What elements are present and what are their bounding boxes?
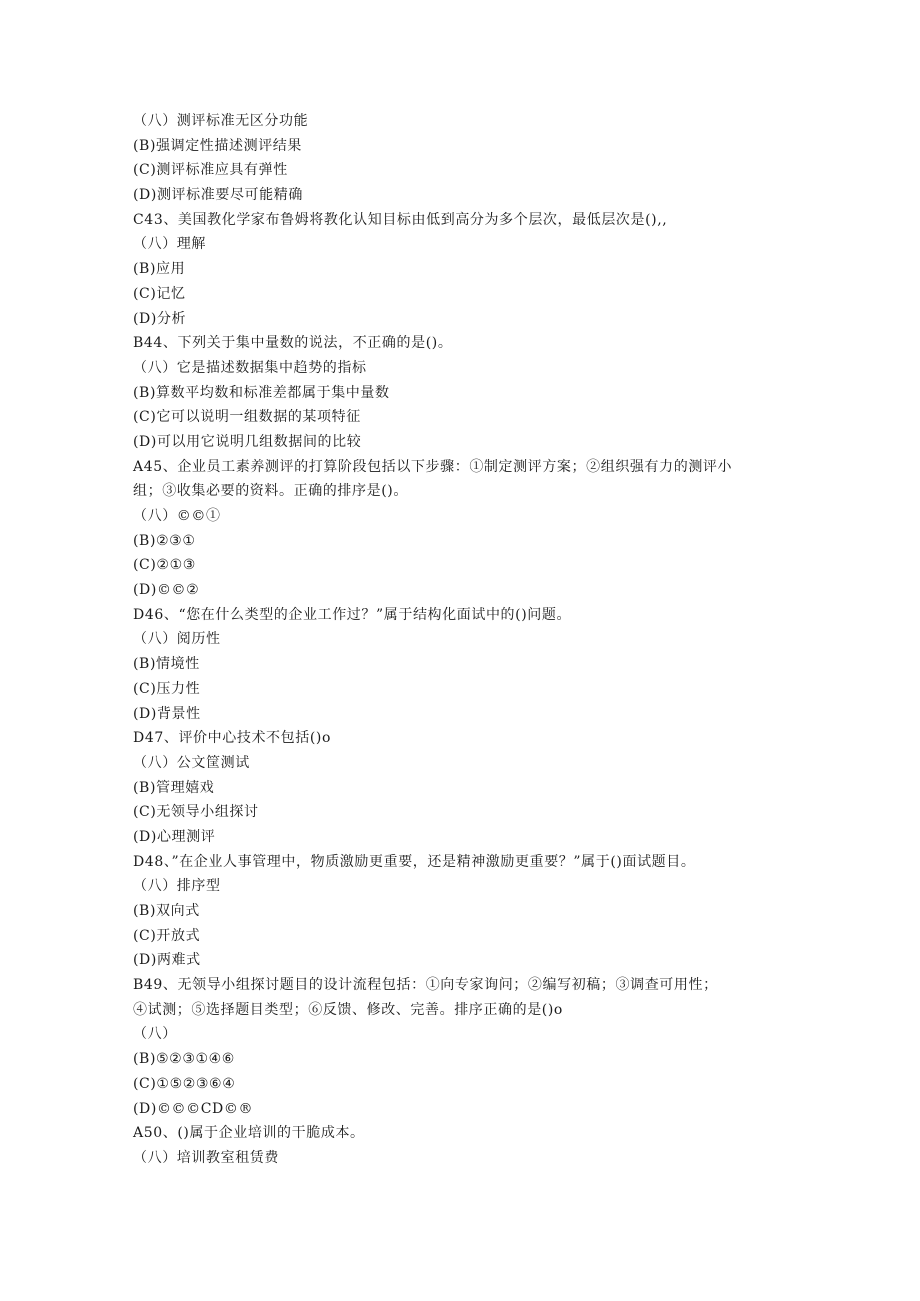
option-line: （八）公文筐测试 <box>133 754 250 771</box>
option-line: （八）它是描述数据集中趋势的指标 <box>133 359 367 376</box>
question-46: D46、“您在什么类型的企业工作过？”属于结构化面试中的()问题。 <box>133 606 572 623</box>
question-45-continued: 组；③收集必要的资料。正确的排序是()。 <box>133 483 408 500</box>
option-line: （八） <box>133 1026 177 1043</box>
question-50: A50、()属于企业培训的干脆成本。 <box>133 1125 365 1142</box>
option-line: (B)算数平均数和标准差都属于集中量数 <box>133 384 390 401</box>
option-line: (C)压力性 <box>133 680 201 697</box>
option-line: （八）理解 <box>133 236 206 253</box>
option-line: （八）阅历性 <box>133 631 221 648</box>
question-49: B49、无领导小组探讨题目的设计流程包括：①向专家询问；②编写初稿；③调查可用性； <box>133 977 718 994</box>
question-45: A45、企业员工素养测评的打算阶段包括以下步骤：①制定测评方案；②组织强有力的测评小 <box>133 458 733 475</box>
option-line: （八）©©① <box>133 508 221 524</box>
option-line: (C)它可以说明一组数据的某项特征 <box>133 409 361 426</box>
option-line: (B)强调定性描述测评结果 <box>133 137 303 154</box>
option-line: (B)应用 <box>133 261 186 278</box>
option-line: (D)可以用它说明几组数据间的比较 <box>133 433 362 450</box>
option-line: (D)分析 <box>133 310 187 327</box>
question-49-continued: ④试测；⑤选择题目类型；⑥反馈、修改、完善。排序正确的是()o <box>133 1001 563 1018</box>
option-line: (D)两难式 <box>133 952 201 969</box>
option-line: (C)开放式 <box>133 927 201 944</box>
question-48: D48、”在企业人事管理中，物质激励更重要，还是精神激励更重要？”属于()面试题目。 <box>133 853 696 870</box>
option-line: (C)测评标准应具有弹性 <box>133 162 288 179</box>
option-line: (D)背景性 <box>133 705 201 722</box>
option-line: (D)心理测评 <box>133 828 216 845</box>
option-line: (C)记忆 <box>133 285 186 302</box>
option-line: （八）培训教室租赁费 <box>133 1149 279 1166</box>
option-line: (B)②③① <box>133 532 196 549</box>
question-47: D47、评价中心技术不包括()o <box>133 730 331 747</box>
option-line: (D)测评标准要尽可能精确 <box>133 187 303 204</box>
question-43: C43、美国教化学家布鲁姆将教化认知目标由低到高分为多个层次，最低层次是(),, <box>133 211 668 228</box>
document-body <box>133 109 813 1171</box>
option-line: (C)①⑤②③⑥④ <box>133 1075 236 1092</box>
option-line: (B)双向式 <box>133 903 200 919</box>
option-line: （八）测评标准无区分功能 <box>133 113 309 129</box>
option-line: (B)情境性 <box>133 656 200 673</box>
option-line: (B)管理嬉戏 <box>133 779 215 796</box>
option-line: (D)©©©CD©® <box>133 1100 254 1117</box>
option-line: （八）排序型 <box>133 878 221 895</box>
question-44: B44、下列关于集中量数的说法，不正确的是()。 <box>133 335 453 352</box>
option-line: (D)©©② <box>133 582 200 599</box>
option-line: (B)⑤②③①④⑥ <box>133 1051 235 1068</box>
option-line: (C)无领导小组探讨 <box>133 804 259 821</box>
option-line: (C)②①③ <box>133 557 196 574</box>
